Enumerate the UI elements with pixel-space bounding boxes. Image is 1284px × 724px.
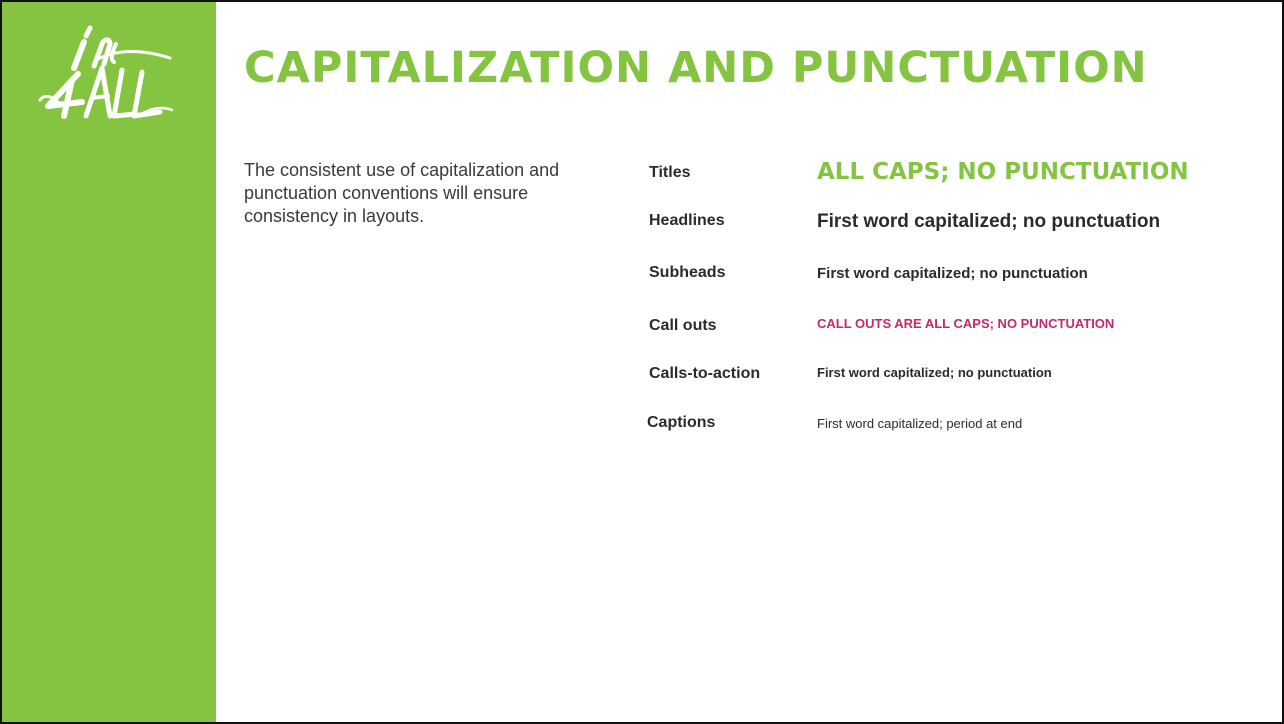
in4all-logo [38, 22, 176, 120]
row-example-subheads: First word capitalized; no punctuation [817, 265, 1088, 282]
sidebar [2, 2, 216, 722]
row-label-titles: Titles [649, 164, 691, 181]
row-label-headlines: Headlines [649, 212, 725, 229]
intro-text: The consistent use of capitalization and punctuation conventions will ensure consistency in layouts. [244, 160, 560, 226]
row-example-calls-to-action: First word capitalized; no punctuation [817, 365, 1052, 380]
page-title: CAPITALIZATION AND PUNCTUATION [244, 43, 1148, 93]
row-label-captions: Captions [647, 414, 716, 431]
row-example-call-outs: CALL OUTS ARE ALL CAPS; NO PUNCTUATION [817, 316, 1115, 331]
row-example-captions: First word capitalized; period at end [817, 416, 1023, 431]
row-label-calls-to-action: Calls-to-action [649, 365, 761, 382]
row-example-headlines: First word capitalized; no punctuation [817, 211, 1161, 232]
row-example-titles: ALL CAPS; NO PUNCTUATION [817, 159, 1189, 185]
row-label-subheads: Subheads [649, 264, 726, 281]
row-label-call-outs: Call outs [649, 317, 717, 334]
